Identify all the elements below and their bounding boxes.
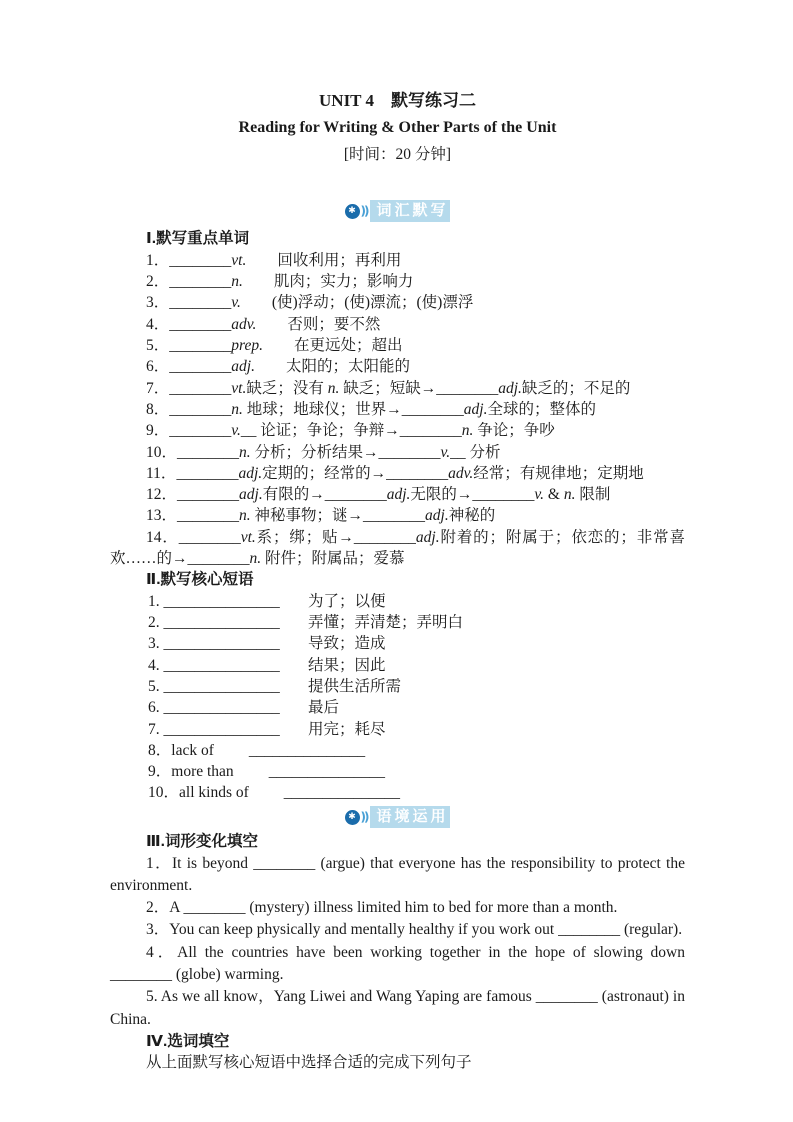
word-item [110,442,685,463]
answer-blank: ________ [169,379,232,397]
answer-blank: _______________ [268,763,385,781]
sound-waves-icon: )) [360,810,368,825]
word-text: 地球；地球仪；世界→ [242,400,402,418]
section1-items [110,250,685,569]
pos-label: adj. [463,400,488,418]
word-item [110,356,685,377]
section2-heading: Ⅱ.默写核心短语 [146,571,254,589]
word-item [110,505,685,526]
answer-blank: ________ [169,273,232,291]
word-item [110,314,685,335]
answer-blank: ________ [436,379,499,397]
phrase-text: more than [171,763,234,781]
answer-blank: ________ [176,464,239,482]
item-number: 7. [148,720,164,738]
definition-text: 最后 [308,699,340,717]
phrase-left [148,591,308,612]
pos-label: adj. [386,486,411,504]
section3-heading: Ⅲ.词形变化填空 [146,833,258,851]
word-item [110,271,685,292]
phrase-text: lack of [171,741,214,759]
definition-text: 用完；耗尽 [308,720,386,738]
item-number: 2. [148,614,164,632]
word-text: 3． [146,294,170,312]
pos-label: n. [239,443,251,461]
vocab-badge-label: 词汇默写 [370,200,450,222]
phrase-left [148,676,308,697]
item-number: 6. [148,699,164,717]
word-text: 附件；附属品；爱慕 [261,549,405,567]
word-text: 6． [146,358,170,376]
word-text: 限制 [575,486,611,504]
word-text: 论证；争论；争辩→ [256,422,400,440]
word-text: 4． [146,315,170,333]
pos-label: v. [231,294,241,312]
pos-label: n. [239,507,251,525]
answer-blank: ________ [401,400,464,418]
answer-blank: ________ [169,400,232,418]
pos-label: n. [563,486,576,504]
word-text: (使)浮动；(使)漂流；(使)漂浮 [240,294,474,312]
word-item [110,399,685,420]
pos-label: v. [440,443,451,461]
section2-phrase-items [110,740,685,804]
word-text: 11． [146,464,177,482]
answer-blank: _______________ [163,720,280,738]
word-text: 系；绑；贴→ [255,528,354,546]
word-text: 全球的；整体的 [487,400,596,418]
phrase-left [148,633,308,654]
definition-text: 提供生活所需 [308,677,402,695]
word-text: & [544,486,564,504]
fill-in-sentence: 1．It is beyond ________ (argue) that everyone has the responsibility to protect the environment. [110,854,685,894]
vocab-badge [345,200,451,222]
item-number: 4. [148,656,164,674]
context-badge-row [110,806,685,828]
answer-blank: _______________ [163,656,280,674]
pos-label: prep. [231,337,263,355]
answer-blank: ________ [177,443,240,461]
phrase-text: all kinds of [179,784,249,802]
phrase-item [110,740,685,761]
vocab-badge-row [110,200,685,222]
item-number: 1. [148,592,164,610]
word-item [110,335,685,356]
context-badge [345,806,451,828]
answer-blank: _______________ [163,635,280,653]
answer-blank: ________ [169,251,232,269]
definition-text: 弄懂；弄清楚；弄明白 [308,614,464,632]
word-item [110,250,685,271]
item-number: 10． [148,784,180,802]
section3-sentences [110,853,685,1031]
phrase-item [110,612,685,633]
pos-label: adv. [231,315,257,333]
word-text: 10． [146,443,178,461]
pos-label: vt. [240,528,256,546]
speaker-icon: ✱ [345,810,360,825]
speaker-icon: ✱ [345,204,360,219]
word-text: 缺乏；短缺→ [339,379,437,397]
pos-label: n. [249,549,262,567]
phrase-item [110,591,685,612]
word-text: 在更远处；超出 [262,337,403,355]
definition-text: 导致；造成 [308,635,386,653]
fill-in-sentence: 3．You can keep physically and mentally healthy if you work out ________ (regular). [146,921,683,939]
answer-blank: __ [240,422,257,440]
word-text: 肌肉；实力；影响力 [242,273,414,291]
word-text: 附着的；附属于；依恋的；非常喜欢……的→ [110,528,685,567]
phrase-left [148,697,308,718]
word-text: 经常；有规律地；定期地 [473,464,644,482]
item-number: 3. [148,635,164,653]
pos-label: adj. [415,528,440,546]
definition-text: 为了；以便 [308,592,386,610]
word-text: 缺乏；没有 [246,379,328,397]
answer-blank: ________ [399,422,462,440]
answer-blank: ________ [177,486,240,504]
pos-label: adj. [231,358,255,376]
word-item [110,484,685,505]
answer-blank: ________ [169,422,232,440]
word-text: 神秘的 [448,507,496,525]
phrase-left [148,719,308,740]
word-text: 否则；要不然 [256,315,381,333]
pos-label: n. [461,422,474,440]
word-text: 分析；分析结果→ [250,443,379,461]
word-text: 7． [146,379,170,397]
word-text: 太阳的；太阳能的 [254,358,410,376]
answer-blank: ________ [177,507,240,525]
section4-instruction: 从上面默写核心短语中选择合适的完成下列句子 [146,1054,472,1072]
fill-in-sentence: 5. As we all know，Yang Liwei and Wang Yaping are famous ________ (astronaut) in China. [110,988,685,1028]
sound-waves-icon: )) [360,204,368,219]
pos-label: n. [327,379,340,397]
answer-blank: ________ [363,507,426,525]
word-text: 回收利用；再利用 [246,251,402,269]
phrase-item [110,719,685,740]
answer-blank: ________ [386,464,449,482]
answer-blank: ________ [378,443,441,461]
answer-blank: ________ [324,486,387,504]
word-text: 8． [146,400,170,418]
word-text: 缺乏的；不足的 [521,379,631,397]
answer-blank: _______________ [163,614,280,632]
answer-blank: ________ [178,528,241,546]
word-text: 5． [146,337,170,355]
phrase-left [148,655,308,676]
time-note: [时间：20 分钟] [343,146,452,163]
phrase-item [110,782,685,803]
phrase-item [110,697,685,718]
word-text: 分析 [465,443,501,461]
answer-blank: _______________ [283,784,401,802]
answer-blank: ________ [169,315,232,333]
word-text: 有限的→ [262,486,325,504]
word-item [110,378,685,399]
answer-blank: ________ [169,358,232,376]
word-text: 2． [146,273,170,291]
pos-label: n. [231,273,243,291]
answer-blank: ________ [353,528,416,546]
phrase-item [110,676,685,697]
pos-label: vt. [231,379,247,397]
answer-blank: ________ [472,486,535,504]
pos-label: adj. [425,507,449,525]
word-item [110,420,685,441]
word-item [110,527,685,570]
word-item [110,292,685,313]
section1-heading: Ⅰ.默写重点单词 [146,230,250,248]
word-text: 12． [146,486,178,504]
phrase-item [110,633,685,654]
fill-in-sentence: 2．A ________ (mystery) illness limited him to bed for more than a month. [146,899,618,917]
page-subtitle: Reading for Writing & Other Parts of the Unit [238,119,557,136]
answer-blank: ________ [169,294,232,312]
section4-heading: Ⅳ.选词填空 [146,1032,230,1050]
word-text: 争论；争吵 [473,422,555,440]
pos-label: adj. [238,464,263,482]
word-text: 无限的→ [410,486,473,504]
definition-text: 结果；因此 [308,656,386,674]
phrase-left [148,612,308,633]
section2-fill-items [110,591,685,740]
phrase-item [110,655,685,676]
word-item [110,463,685,484]
answer-blank: _______________ [163,677,280,695]
word-text: 定期的；经常的→ [262,464,387,482]
pos-label: adj. [498,379,522,397]
word-text: 13． [146,507,178,525]
context-badge-label: 语境运用 [370,806,450,828]
pos-label: n. [231,400,243,418]
answer-blank: _______________ [163,592,280,610]
page-title: UNIT 4 默写练习二 [319,91,476,110]
word-text: 神秘事物；谜→ [250,507,364,525]
word-text: 1． [146,251,170,269]
fill-in-sentence: 4．All the countries have been working together in the hope of slowing down ________ (globe) warming. [110,943,685,984]
answer-blank: ________ [169,337,232,355]
item-number: 8． [148,741,172,759]
word-text: 14． [146,528,179,546]
phrase-item [110,761,685,782]
answer-blank: ________ [187,549,250,567]
pos-label: vt. [231,251,247,269]
word-text: 9． [146,422,170,440]
pos-label: adj. [239,486,263,504]
answer-blank: __ [450,443,466,461]
answer-blank: _______________ [163,699,280,717]
pos-label: v. [231,422,241,440]
item-number: 5. [148,677,164,695]
pos-label: v. [534,486,545,504]
answer-blank: _______________ [248,741,366,759]
pos-label: adv. [448,464,474,482]
item-number: 9． [148,763,172,781]
